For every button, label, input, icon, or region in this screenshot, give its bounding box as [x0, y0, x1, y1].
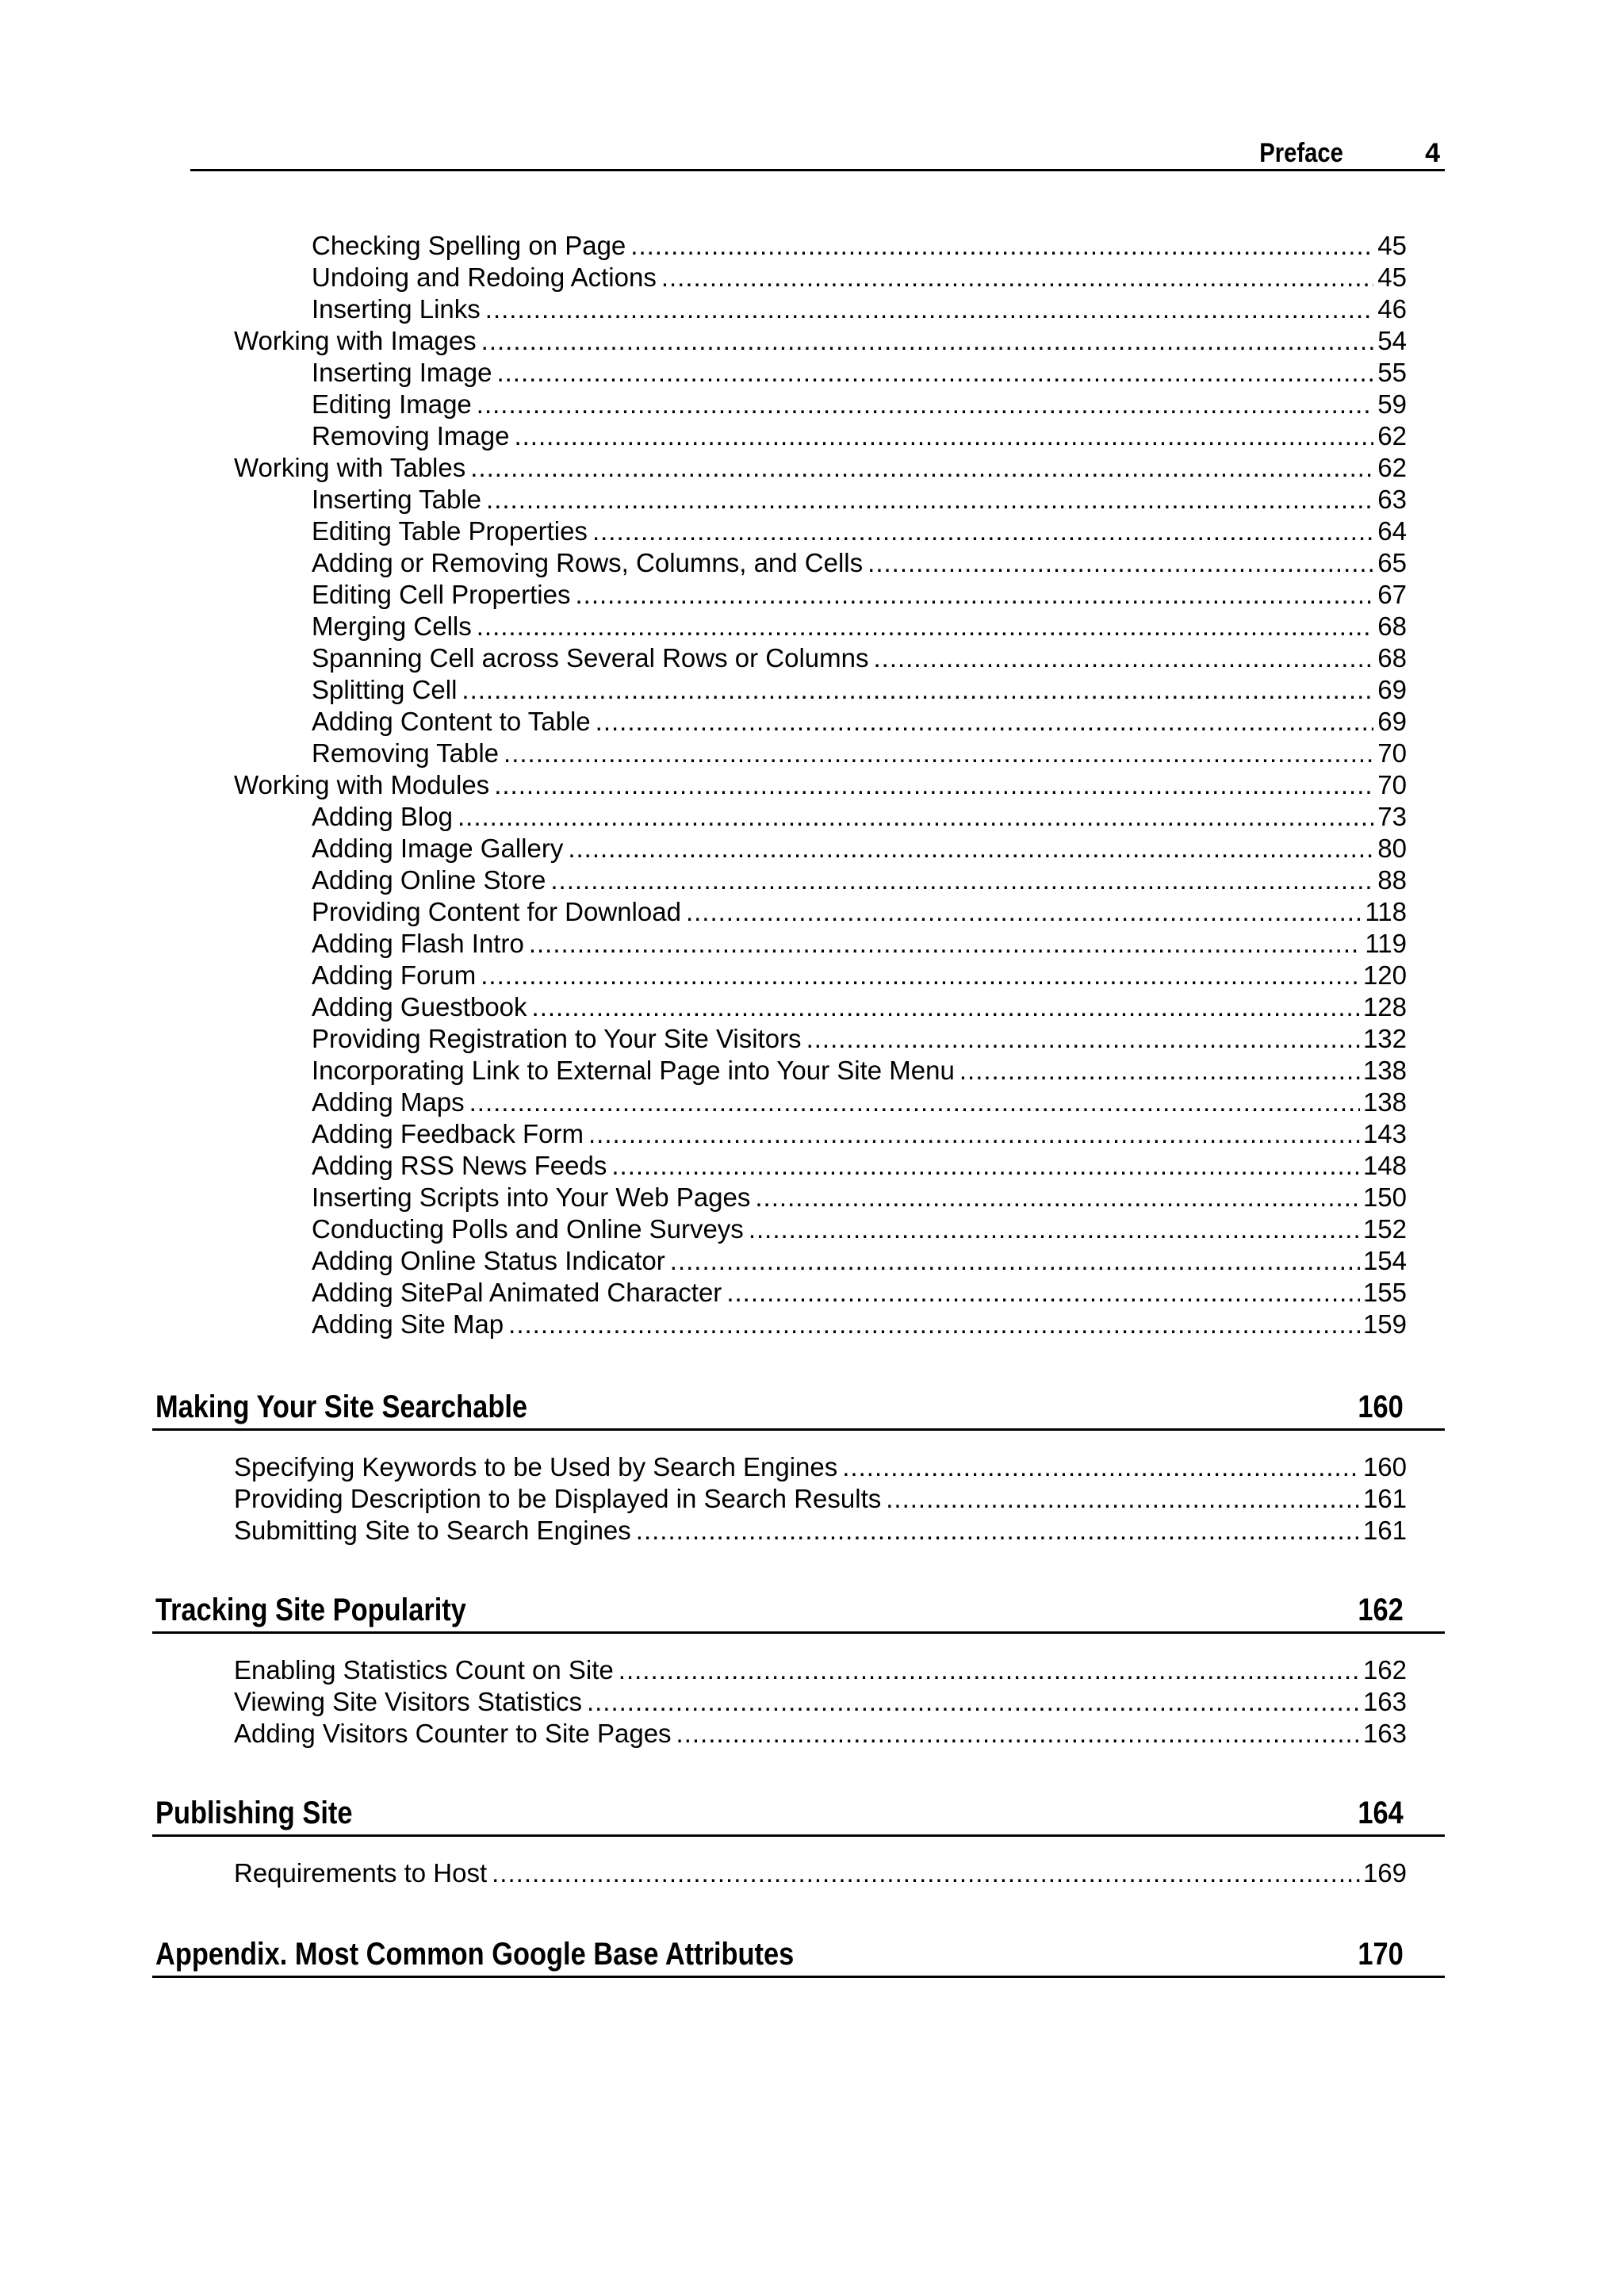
toc-entry[interactable]	[312, 928, 1407, 960]
toc-entry-title: Working with Modules	[234, 770, 490, 799]
toc-entry[interactable]	[312, 1023, 1407, 1055]
dot-leader	[481, 960, 1360, 991]
toc-entry-title: Adding RSS News Feeds	[312, 1151, 607, 1180]
toc-entry-page: 155	[1362, 1278, 1407, 1307]
toc-entry-page: 68	[1377, 643, 1407, 673]
chapter-title: Publishing Site	[155, 1796, 353, 1830]
toc-entry-page: 150	[1362, 1182, 1407, 1212]
dot-leader	[532, 991, 1360, 1023]
toc-entry-page: 70	[1377, 770, 1407, 799]
toc-entry-title: Adding Maps	[312, 1087, 465, 1117]
dot-leader	[670, 1245, 1360, 1277]
toc-entry-title: Editing Image	[312, 389, 472, 419]
chapter-heading[interactable]	[152, 1934, 1445, 1978]
toc-entry-page: 169	[1362, 1858, 1407, 1888]
toc-entry-page: 138	[1362, 1056, 1407, 1085]
dot-leader	[481, 325, 1373, 357]
toc-entry-title: Adding Guestbook	[312, 992, 527, 1022]
toc-entry[interactable]	[312, 516, 1407, 547]
dot-leader	[587, 1686, 1360, 1718]
dot-leader	[508, 1309, 1360, 1340]
toc-entry-page: 118	[1365, 897, 1407, 926]
toc-entry-title: Working with Tables	[234, 453, 466, 482]
toc-entry-page: 64	[1377, 516, 1407, 546]
dot-leader	[842, 1451, 1360, 1483]
toc-entry[interactable]	[234, 769, 1407, 801]
toc-entry-title: Adding Online Status Indicator	[312, 1246, 665, 1275]
toc-entry-page: 73	[1377, 802, 1407, 831]
header-page-number: 4	[1425, 138, 1440, 168]
toc-entry[interactable]	[312, 896, 1407, 928]
toc-entry-page: 80	[1377, 834, 1407, 863]
dot-leader	[470, 452, 1373, 484]
chapter-heading[interactable]	[152, 1792, 1445, 1837]
toc-entry[interactable]	[234, 1686, 1407, 1718]
toc-entry[interactable]	[312, 1118, 1407, 1150]
toc-entry[interactable]	[312, 1055, 1407, 1087]
toc-entry-title: Enabling Statistics Count on Site	[234, 1655, 614, 1685]
toc-entry[interactable]	[312, 738, 1407, 769]
toc-entry-page: 163	[1362, 1719, 1407, 1748]
toc-entry-page: 68	[1377, 611, 1407, 641]
toc-entry-page: 138	[1362, 1087, 1407, 1117]
chapter-page: 160	[1358, 1389, 1404, 1424]
toc-entry[interactable]	[312, 1150, 1407, 1182]
dot-leader	[494, 769, 1373, 801]
chapter-page: 162	[1358, 1593, 1404, 1627]
toc-entry-title: Incorporating Link to External Page into Your Site Menu	[312, 1056, 955, 1085]
toc-entry-title: Editing Table Properties	[312, 516, 588, 546]
toc-entry[interactable]	[312, 642, 1407, 674]
toc-entry-page: 152	[1362, 1214, 1407, 1244]
dot-leader	[529, 928, 1362, 960]
dot-leader	[477, 389, 1373, 420]
dot-leader	[686, 896, 1362, 928]
toc-entry-page: 62	[1377, 421, 1407, 450]
dot-leader	[592, 516, 1373, 547]
dot-leader	[504, 738, 1373, 769]
toc-entry[interactable]	[234, 1654, 1407, 1686]
dot-leader	[676, 1718, 1360, 1750]
toc-entry-title: Providing Description to be Displayed in Search Results	[234, 1484, 882, 1513]
toc-entry[interactable]	[234, 1718, 1407, 1750]
toc-entry[interactable]	[312, 389, 1407, 420]
dot-leader	[868, 547, 1373, 579]
dot-leader	[636, 1515, 1360, 1547]
chapter-title: Appendix. Most Common Google Base Attributes	[155, 1937, 795, 1972]
toc-entry[interactable]	[312, 864, 1407, 896]
toc-entry-page: 65	[1377, 548, 1407, 577]
toc-entry-page: 119	[1365, 929, 1407, 958]
toc-entry-page: 161	[1362, 1516, 1407, 1545]
dot-leader	[661, 262, 1373, 293]
toc-entry-title: Adding Forum	[312, 960, 477, 990]
toc-entry-title: Inserting Links	[312, 294, 481, 324]
dot-leader	[568, 833, 1373, 864]
toc-entry-title: Undoing and Redoing Actions	[312, 263, 657, 292]
toc-entry[interactable]	[312, 706, 1407, 738]
toc-entry[interactable]	[312, 991, 1407, 1023]
dot-leader	[959, 1055, 1360, 1087]
toc-entry-page: 148	[1362, 1151, 1407, 1180]
dot-leader	[477, 611, 1373, 642]
toc-entry-title: Spanning Cell across Several Rows or Columns	[312, 643, 869, 673]
toc-entry[interactable]	[234, 452, 1407, 484]
toc-entry-title: Providing Registration to Your Site Visitors	[312, 1024, 802, 1053]
dot-leader	[458, 801, 1373, 833]
toc-entry-title: Adding Online Store	[312, 865, 546, 895]
dot-leader	[486, 484, 1373, 516]
dot-leader	[550, 864, 1373, 896]
chapter-heading[interactable]	[152, 1386, 1445, 1431]
toc-entry-title: Working with Images	[234, 326, 477, 355]
toc-entry-page: 70	[1377, 738, 1407, 768]
dot-leader	[514, 420, 1373, 452]
toc-entry[interactable]	[312, 230, 1407, 262]
toc-entry-title: Inserting Image	[312, 358, 492, 387]
toc-entry-title: Merging Cells	[312, 611, 472, 641]
running-header	[190, 135, 1445, 171]
dot-leader	[806, 1023, 1360, 1055]
toc-entry-title: Requirements to Host	[234, 1858, 488, 1888]
toc-entry-title: Inserting Table	[312, 485, 482, 514]
toc-entry-page: 69	[1377, 707, 1407, 736]
toc-entry[interactable]	[312, 1309, 1407, 1340]
toc-entry-page: 45	[1377, 231, 1407, 260]
toc-entry-title: Conducting Polls and Online Surveys	[312, 1214, 744, 1244]
toc-entry[interactable]	[312, 1182, 1407, 1213]
toc-entry-title: Removing Image	[312, 421, 510, 450]
toc-entry[interactable]	[312, 1213, 1407, 1245]
toc-entry-page: 67	[1377, 580, 1407, 609]
toc-entry[interactable]	[234, 1483, 1407, 1515]
toc-entry[interactable]	[312, 674, 1407, 706]
toc-entry-title: Adding or Removing Rows, Columns, and Cells	[312, 548, 864, 577]
dot-leader	[611, 1150, 1360, 1182]
toc-entry-page: 161	[1362, 1484, 1407, 1513]
toc-entry-page: 55	[1377, 358, 1407, 387]
toc-entry-page: 88	[1377, 865, 1407, 895]
dot-leader	[588, 1118, 1360, 1150]
toc-entry-page: 62	[1377, 453, 1407, 482]
toc-entry-page: 143	[1362, 1119, 1407, 1148]
toc-entry-title: Providing Content for Download	[312, 897, 681, 926]
chapter-page: 164	[1358, 1796, 1404, 1830]
toc-entry[interactable]	[312, 262, 1407, 293]
toc-entry[interactable]	[312, 547, 1407, 579]
toc-entry[interactable]	[234, 325, 1407, 357]
toc-entry[interactable]	[234, 1515, 1407, 1547]
toc-entry-title: Adding Content to Table	[312, 707, 591, 736]
toc-entry-page: 160	[1362, 1452, 1407, 1481]
dot-leader	[749, 1213, 1360, 1245]
toc-entry-page: 163	[1362, 1687, 1407, 1716]
toc-entry[interactable]	[312, 1245, 1407, 1277]
toc-entry-page: 120	[1362, 960, 1407, 990]
toc-entry-title: Checking Spelling on Page	[312, 231, 626, 260]
toc-entry-title: Adding Feedback Form	[312, 1119, 584, 1148]
toc-entry-title: Submitting Site to Search Engines	[234, 1516, 631, 1545]
toc-entry[interactable]	[312, 579, 1407, 611]
toc-entry-title: Adding Blog	[312, 802, 453, 831]
toc-entry-title: Specifying Keywords to be Used by Search Engines	[234, 1452, 838, 1481]
dot-leader	[726, 1277, 1360, 1309]
chapter-page: 170	[1358, 1937, 1404, 1972]
dot-leader	[462, 674, 1373, 706]
toc-entry-title: Splitting Cell	[312, 675, 458, 704]
toc-entry-page: 162	[1362, 1655, 1407, 1685]
toc-entry-page: 46	[1377, 294, 1407, 324]
toc-entry-page: 45	[1377, 263, 1407, 292]
toc-entry[interactable]	[234, 1451, 1407, 1483]
toc-entry-title: Adding SitePal Animated Character	[312, 1278, 722, 1307]
toc-entry-title: Adding Image Gallery	[312, 834, 564, 863]
toc-entry-title: Removing Table	[312, 738, 500, 768]
toc-entry[interactable]	[312, 293, 1407, 325]
toc-entry-page: 63	[1377, 485, 1407, 514]
toc-entry-title: Adding Flash Intro	[312, 929, 524, 958]
header-section-title: Preface	[1259, 138, 1343, 168]
toc-entry[interactable]	[312, 960, 1407, 991]
dot-leader	[492, 1857, 1360, 1889]
dot-leader	[619, 1654, 1360, 1686]
toc-entry-title: Inserting Scripts into Your Web Pages	[312, 1182, 751, 1212]
toc-entry[interactable]	[234, 1857, 1407, 1889]
dot-leader	[886, 1483, 1360, 1515]
dot-leader	[873, 642, 1373, 674]
toc-entry[interactable]	[312, 801, 1407, 833]
toc-entry-page: 59	[1377, 389, 1407, 419]
dot-leader	[496, 357, 1373, 389]
toc-entry-title: Viewing Site Visitors Statistics	[234, 1687, 582, 1716]
dot-leader	[755, 1182, 1360, 1213]
chapter-title: Making Your Site Searchable	[155, 1389, 528, 1424]
dot-leader	[576, 579, 1374, 611]
toc-entry-title: Adding Site Map	[312, 1309, 504, 1339]
dot-leader	[596, 706, 1373, 738]
toc-entry[interactable]	[312, 357, 1407, 389]
toc-entry[interactable]	[312, 484, 1407, 516]
toc-entry-page: 69	[1377, 675, 1407, 704]
dot-leader	[469, 1087, 1360, 1118]
toc-entry[interactable]	[312, 1277, 1407, 1309]
toc-entry[interactable]	[312, 611, 1407, 642]
toc-entry-title: Editing Cell Properties	[312, 580, 571, 609]
chapter-title: Tracking Site Popularity	[155, 1593, 466, 1627]
toc-entry-page: 132	[1362, 1024, 1407, 1053]
dot-leader	[485, 293, 1373, 325]
toc-entry-page: 128	[1362, 992, 1407, 1022]
dot-leader	[630, 230, 1373, 262]
toc-entry[interactable]	[312, 1087, 1407, 1118]
toc-entry-page: 54	[1377, 326, 1407, 355]
chapter-heading[interactable]	[152, 1589, 1445, 1634]
toc-entry[interactable]	[312, 833, 1407, 864]
toc-entry-page: 154	[1362, 1246, 1407, 1275]
toc-entry[interactable]	[312, 420, 1407, 452]
toc-entry-title: Adding Visitors Counter to Site Pages	[234, 1719, 672, 1748]
toc-entry-page: 159	[1362, 1309, 1407, 1339]
